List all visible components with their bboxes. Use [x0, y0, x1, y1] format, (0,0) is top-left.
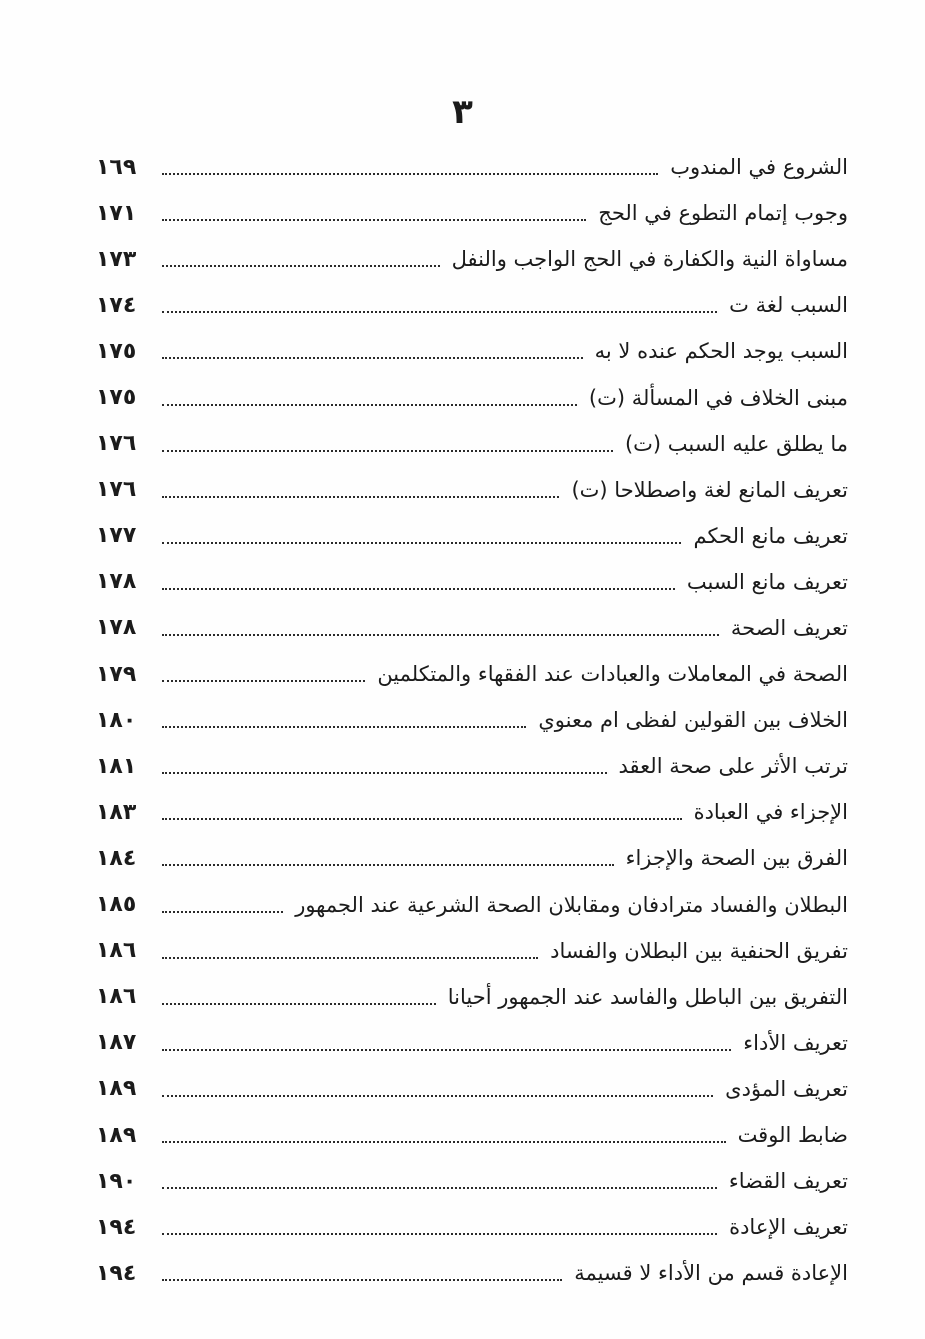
toc-entry-title: تعريف الصحة: [730, 615, 848, 640]
dot-leader: [162, 263, 440, 267]
toc-entry-title: الصحة في المعاملات والعبادات عند الفقهاء والمتكلمين: [377, 662, 848, 687]
toc-entry: [96, 1112, 848, 1158]
toc-entry-title: السبب لغة ت: [729, 293, 848, 318]
toc-entry: [96, 974, 848, 1020]
dot-leader: [162, 1047, 731, 1051]
dot-leader: [162, 909, 283, 913]
toc-entry-page-number: ١٨٩: [96, 1076, 137, 1102]
toc-entry-title: ترتب الأثر على صحة العقد: [618, 754, 848, 779]
dot-leader: [162, 309, 717, 313]
dot-leader: [162, 1185, 717, 1189]
toc-entry: [96, 697, 848, 743]
toc-entry: [96, 328, 848, 374]
table-of-contents: [96, 144, 848, 1296]
dot-leader: [162, 448, 613, 452]
toc-entry: [96, 559, 848, 605]
toc-entry-title: تعريف الإعادة: [729, 1215, 848, 1240]
dot-leader: [162, 632, 719, 636]
toc-entry-page-number: ١٨٩: [96, 1122, 137, 1148]
toc-entry: [96, 605, 848, 651]
toc-entry-page-number: ١٨٦: [96, 984, 137, 1010]
dot-leader: [162, 586, 675, 590]
toc-entry: [96, 374, 848, 420]
toc-entry-title: الخلاف بين القولين لفظى ام معنوي: [538, 708, 848, 733]
toc-entry: [96, 1066, 848, 1112]
toc-entry: [96, 467, 848, 513]
toc-entry-page-number: ١٩٠: [96, 1168, 137, 1194]
dot-leader: [162, 1139, 726, 1143]
toc-entry-page-number: ١٧٤: [96, 292, 137, 318]
dot-leader: [162, 355, 583, 359]
toc-entry-title: تعريف المانع لغة واصطلاحا (ت): [571, 477, 848, 502]
toc-entry-page-number: ١٩٤: [96, 1214, 137, 1240]
dot-leader: [162, 678, 365, 682]
toc-entry-title: مبنى الخلاف في المسألة (ت): [588, 385, 848, 410]
toc-entry-page-number: ١٩٤: [96, 1260, 137, 1286]
toc-entry-title: ما يطلق عليه السبب (ت): [624, 431, 848, 456]
toc-entry: [96, 282, 848, 328]
toc-entry-title: التفريق بين الباطل والفاسد عند الجمهور أحيانا: [447, 984, 848, 1009]
toc-entry-title: البطلان والفساد مترادفان ومقابلان الصحة الشرعية عند الجمهور: [295, 892, 848, 917]
dot-leader: [162, 724, 526, 728]
toc-entry-page-number: ١٨٤: [96, 845, 137, 871]
toc-entry-title: تعريف الأداء: [743, 1030, 848, 1055]
toc-entry: [96, 928, 848, 974]
toc-entry-page-number: ١٨٦: [96, 938, 137, 964]
dot-leader: [162, 217, 586, 221]
toc-entry-title: تعريف المؤدى: [725, 1076, 848, 1101]
page-number: ٣: [452, 92, 473, 132]
dot-leader: [162, 862, 614, 866]
dot-leader: [162, 770, 607, 774]
toc-entry-page-number: ١٧٩: [96, 661, 137, 687]
toc-entry: [96, 190, 848, 236]
toc-entry-title: وجوب إتمام التطوع في الحج: [598, 201, 848, 226]
dot-leader: [162, 955, 538, 959]
toc-entry-title: السبب يوجد الحكم عنده لا به: [594, 339, 848, 364]
dot-leader: [162, 1001, 436, 1005]
toc-entry-title: ضابط الوقت: [737, 1123, 848, 1148]
toc-entry-title: تعريف القضاء: [728, 1169, 848, 1194]
toc-entry-title: مساواة النية والكفارة في الحج الواجب والنفل: [451, 247, 848, 272]
toc-entry: [96, 1204, 848, 1250]
toc-entry-title: تفريق الحنفية بين البطلان والفساد: [550, 938, 848, 963]
dot-leader: [162, 402, 577, 406]
toc-entry: [96, 835, 848, 881]
dot-leader: [162, 1093, 713, 1097]
toc-entry-page-number: ١٨١: [96, 753, 137, 779]
toc-entry: [96, 789, 848, 835]
toc-entry: [96, 421, 848, 467]
toc-entry: [96, 651, 848, 697]
toc-entry-page-number: ١٨٧: [96, 1030, 137, 1056]
toc-entry-page-number: ١٧٨: [96, 615, 137, 641]
toc-entry-page-number: ١٨٣: [96, 799, 137, 825]
toc-entry: [96, 1250, 848, 1296]
toc-entry: [96, 236, 848, 282]
toc-entry-title: الشروع في المندوب: [670, 155, 848, 180]
toc-entry-page-number: ١٧١: [96, 200, 137, 226]
toc-entry: [96, 1158, 848, 1204]
dot-leader: [162, 1277, 562, 1281]
toc-entry-page-number: ١٧٥: [96, 338, 137, 364]
toc-entry-page-number: ١٧٦: [96, 477, 137, 503]
toc-entry: [96, 513, 848, 559]
dot-leader: [162, 171, 658, 175]
toc-entry-title: الإعادة قسم من الأداء لا قسيمة: [574, 1261, 848, 1286]
toc-entry-page-number: ١٧٧: [96, 523, 137, 549]
dot-leader: [162, 540, 681, 544]
toc-entry: [96, 1020, 848, 1066]
toc-entry-title: الفرق بين الصحة والإجزاء: [625, 846, 848, 871]
toc-entry-title: تعريف مانع الحكم: [693, 523, 848, 548]
toc-entry: [96, 144, 848, 190]
toc-entry-page-number: ١٧٣: [96, 246, 137, 272]
toc-entry-title: تعريف مانع السبب: [686, 569, 848, 594]
toc-entry-page-number: ١٧٨: [96, 569, 137, 595]
dot-leader: [162, 494, 559, 498]
toc-entry-page-number: ١٧٥: [96, 385, 137, 411]
toc-entry-title: الإجزاء في العبادة: [693, 800, 848, 825]
toc-entry-page-number: ١٨٠: [96, 707, 137, 733]
dot-leader: [162, 1231, 717, 1235]
toc-entry-page-number: ١٨٥: [96, 892, 137, 918]
dot-leader: [162, 816, 682, 820]
toc-entry-page-number: ١٧٦: [96, 431, 137, 457]
toc-entry-page-number: ١٦٩: [96, 154, 137, 180]
toc-entry: [96, 882, 848, 928]
toc-entry: [96, 743, 848, 789]
